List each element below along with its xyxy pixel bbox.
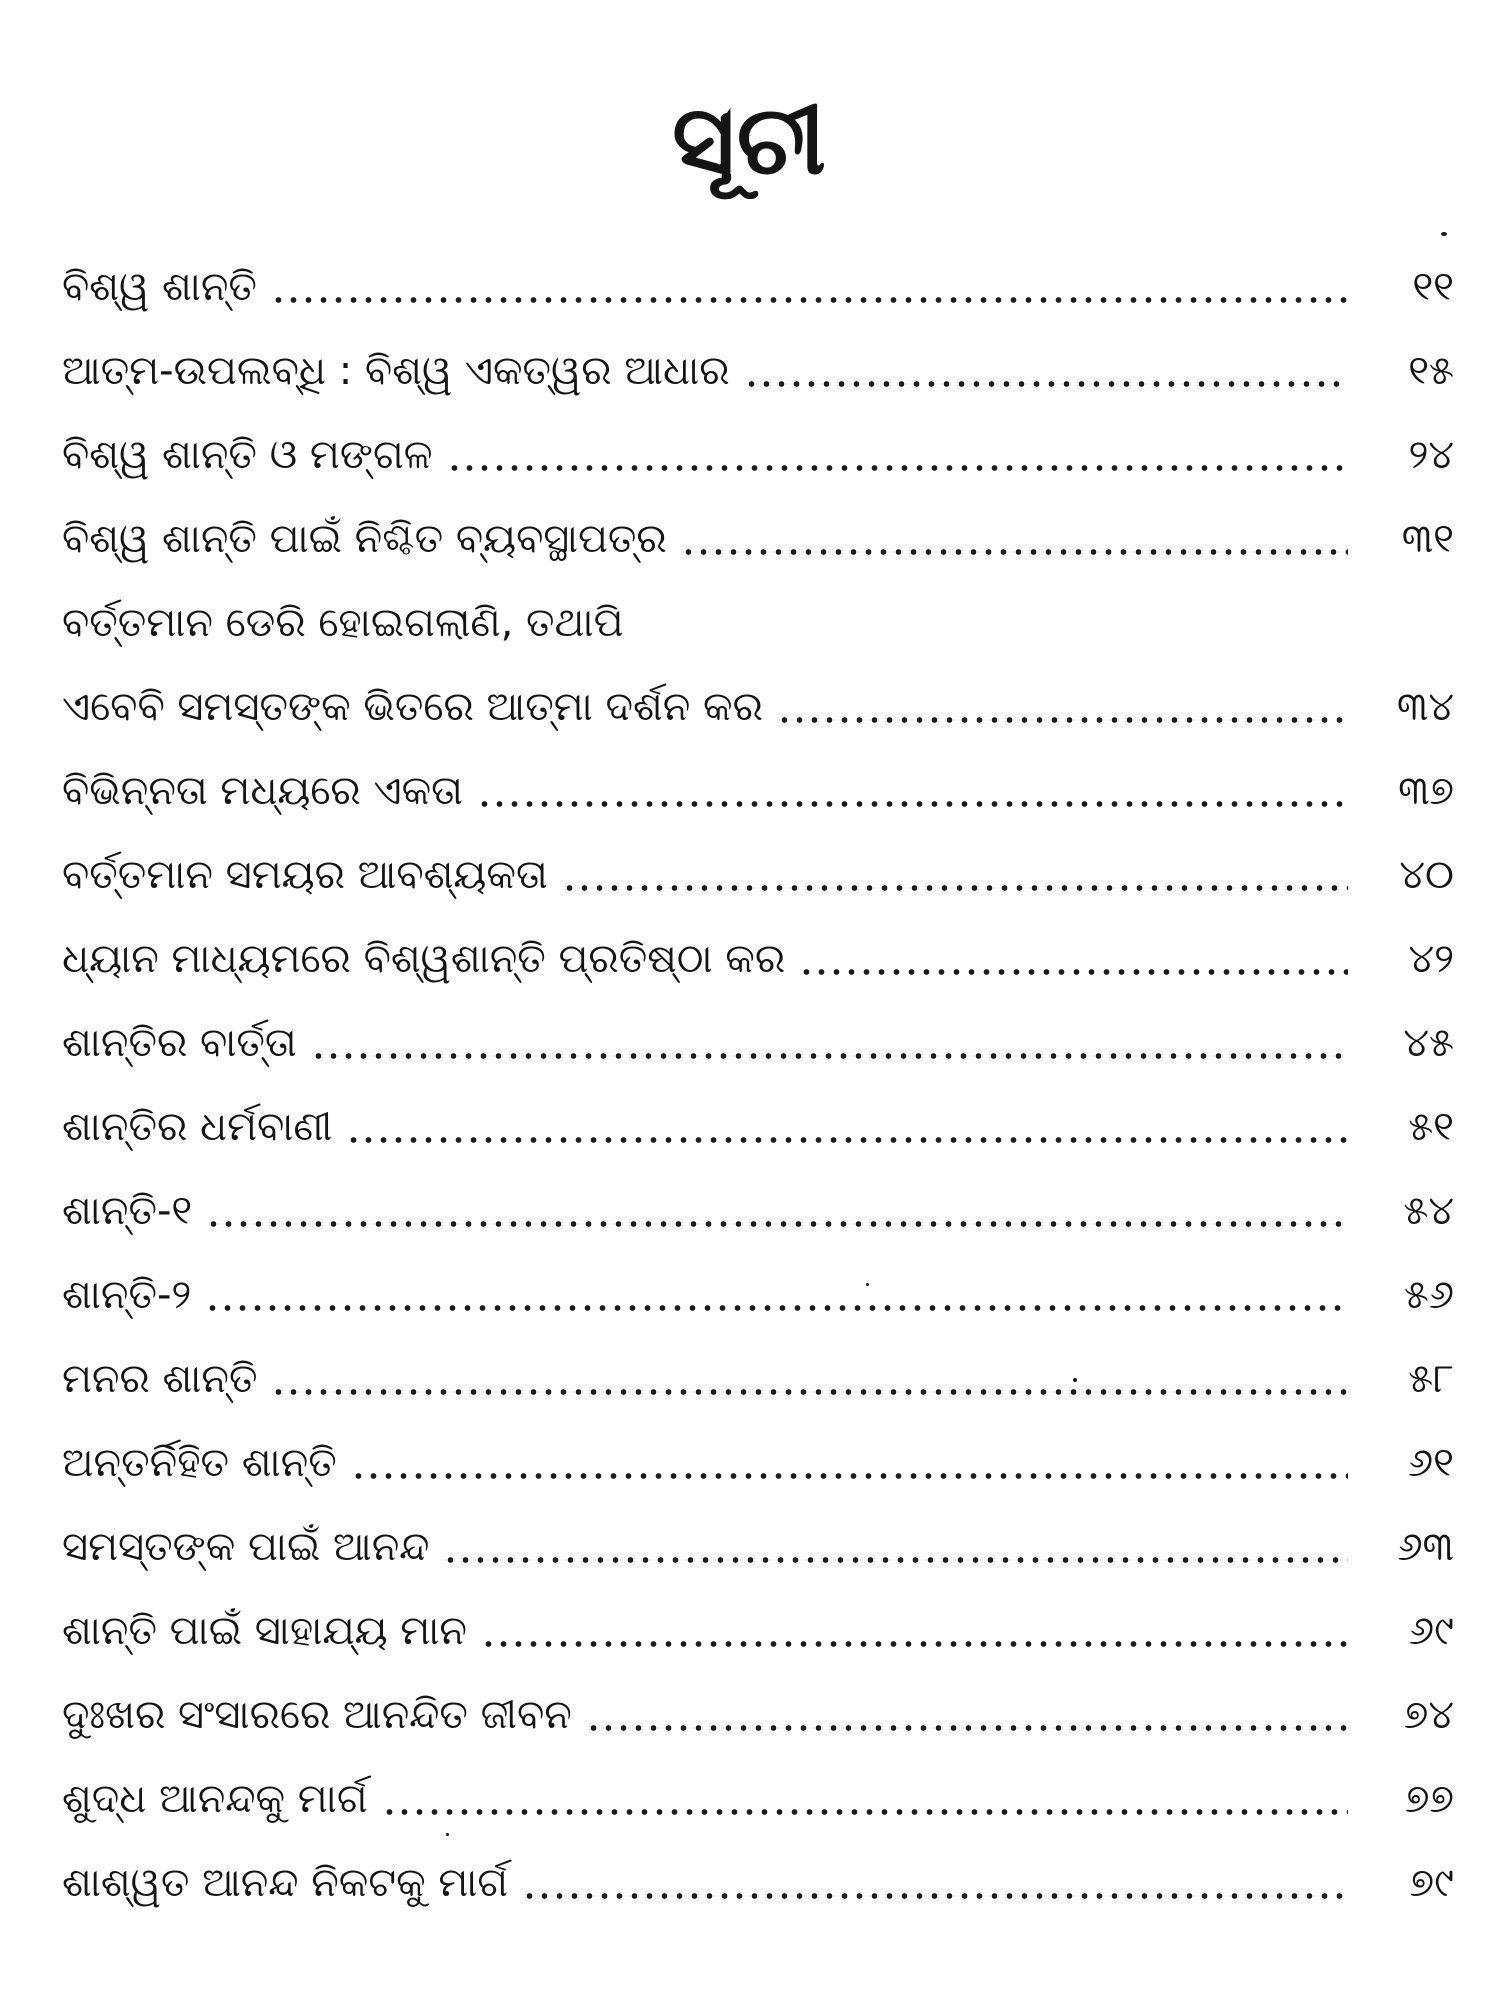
toc-entry-page: ୧୧ [1412,264,1454,310]
toc-entry [62,497,1454,581]
dot-leader [562,884,1348,892]
toc-entry-title: ବିଶ୍ୱ ଶାନ୍ତି ପାଇଁ ନିଶ୍ଚିତ ବ୍ୟବସ୍ଥାପତ୍ର [62,514,681,564]
toc-entry-page: ୩୧ [1401,516,1454,562]
toc-entry-title: ଏବେବି ସମସ୍ତଙ୍କ ଭିତରେ ଆତ୍ମା ଦର୍ଶନ କର [62,682,777,732]
dot-leader [681,548,1348,556]
toc-entry-page: ୪୨ [1408,936,1454,982]
dot-leader [382,1808,1348,1816]
toc-entry [62,1253,1454,1337]
toc-entry [62,1001,1454,1085]
scan-speck [866,1283,869,1286]
dot-leader [522,1892,1348,1900]
dot-leader [311,1052,1348,1060]
dot-leader [447,464,1348,472]
toc-entry [62,1421,1454,1505]
dot-leader [206,1220,1348,1228]
dot-leader [744,380,1348,388]
toc-entry-title: ବିଶ୍ୱ ଶାନ୍ତି [62,262,271,312]
toc-entry-title: ଶାନ୍ତି-୧ [62,1186,206,1236]
toc-entry-title: ଦୁଃଖର ସଂସାରରେ ଆନନ୍ଦିତ ଜୀବନ [62,1690,586,1740]
toc-entry-page: ୫୮ [1408,1356,1454,1402]
toc-entry-title: ଶାନ୍ତିର ବାର୍ତ୍ତା [62,1018,311,1068]
toc-entry [62,329,1454,413]
toc-entry [62,1673,1454,1757]
toc-entry-title: ବର୍ତ୍ତମାନ ସମୟର ଆବଶ୍ୟକତା [62,850,562,900]
toc-entry-title: ଶାନ୍ତିର ଧର୍ମବାଣୀ [62,1102,346,1152]
toc-entry-title: ଶାନ୍ତି-୨ [62,1270,205,1320]
toc-entry [62,1505,1454,1589]
toc-entry-page: ୩୪ [1396,684,1454,730]
toc-entry-page: ୪୫ [1403,1020,1454,1066]
toc-entry-title: ଆତ୍ମ-ଉପଲବ୍ଧି : ବିଶ୍ୱ ଏକତ୍ୱର ଆଧାର [62,346,744,396]
toc-entry-title: ବର୍ତ୍ତମାନ ଡେରି ହୋଇଗଲାଣି, ତଥାପି [62,598,638,648]
scan-speck [446,1833,449,1836]
dot-leader [351,1472,1348,1480]
toc-entry [62,749,1454,833]
toc-entry-title: ଅନ୍ତର୍ନିହିତ ଶାନ୍ତି [62,1438,351,1488]
toc-entry [62,1589,1454,1673]
toc-entry-page: ୭୪ [1403,1692,1454,1738]
toc-entry-page: ୫୧ [1408,1104,1454,1150]
toc-entry-page: ୫୪ [1403,1188,1454,1234]
toc-entry-continued [62,581,1454,665]
toc-entry [62,245,1454,329]
scan-speck [1441,232,1447,236]
toc-entry-page: ୪୦ [1399,852,1454,898]
toc-entry [62,413,1454,497]
toc-entry-title: ଶାନ୍ତି ପାଇଁ ସାହାଯ୍ୟ ମାନ [62,1606,481,1656]
toc-entry-page: ୨୪ [1408,432,1454,478]
dot-leader [443,1556,1348,1564]
toc-entry-page: ୬୯ [1409,1608,1454,1654]
toc-entry-page: ୫୬ [1403,1272,1454,1318]
toc-entry-title: ଧ୍ୟାନ ମାଧ୍ୟମରେ ବିଶ୍ୱଶାନ୍ତି ପ୍ରତିଷ୍ଠା କର [62,934,799,984]
toc-entry-page: ୩୭ [1398,768,1454,814]
dot-leader [346,1136,1348,1144]
toc-entry-title: ମନର ଶାନ୍ତି [62,1354,271,1404]
toc-entry [62,1337,1454,1421]
dot-leader [477,800,1348,808]
table-of-contents [62,245,1454,1925]
dot-leader [481,1640,1348,1648]
toc-entry-page: ୬୩ [1397,1524,1454,1570]
toc-entry-page: ୭୭ [1405,1776,1454,1822]
dot-leader [799,968,1348,976]
toc-entry [62,917,1454,1001]
dot-leader [271,296,1348,304]
toc-entry [62,1085,1454,1169]
scan-speck [1073,1378,1077,1382]
toc-entry [62,833,1454,917]
toc-entry [62,1841,1454,1925]
toc-entry [62,665,1454,749]
dot-leader [777,716,1348,724]
toc-entry-title: ବିଭିନ୍ନତା ମଧ୍ୟରେ ଏକତା [62,766,477,816]
toc-entry-title: ଶାଶ୍ୱତ ଆନନ୍ଦ ନିକଟକୁ ମାର୍ଗ [62,1858,522,1908]
dot-leader [271,1388,1348,1396]
toc-entry [62,1757,1454,1841]
dot-leader [586,1724,1348,1732]
toc-entry [62,1169,1454,1253]
toc-entry-title: ବିଶ୍ୱ ଶାନ୍ତି ଓ ମଙ୍ଗଳ [62,430,447,480]
page-title: ସୂଚୀ [672,84,828,196]
toc-entry-title: ଶୁଦ୍ଧ ଆନନ୍ଦକୁ ମାର୍ଗ [62,1774,382,1824]
toc-entry-page: ୭୯ [1409,1860,1454,1906]
dot-leader [205,1304,1348,1312]
toc-entry-title: ସମସ୍ତଙ୍କ ପାଇଁ ଆନନ୍ଦ [62,1522,443,1572]
toc-entry-page: ୧୫ [1408,348,1454,394]
toc-entry-page: ୬୧ [1408,1440,1454,1486]
